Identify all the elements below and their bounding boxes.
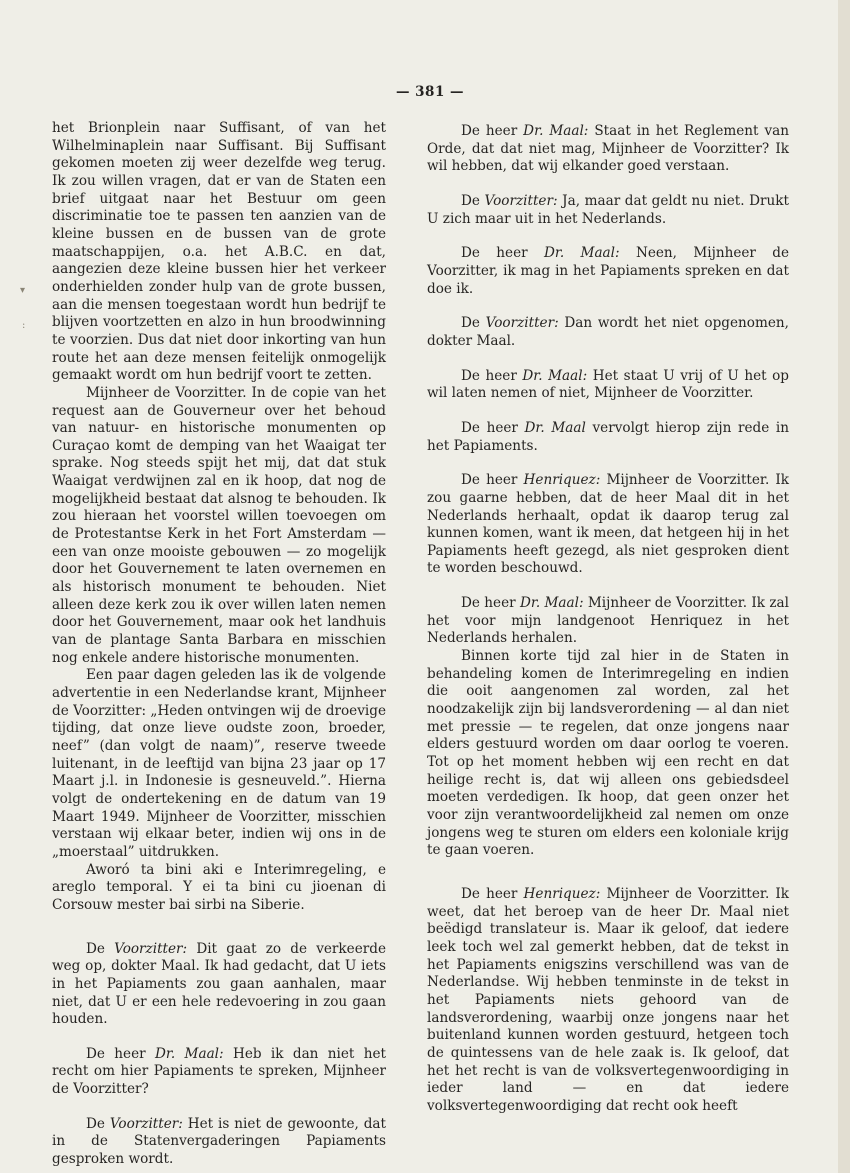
paragraph: Binnen korte tijd zal hier in de Staten in behandeling komen de Interimregeling en indien die ooit aangenomen zal worden, zal het noodzakelijk zijn bij landsverordening — al dan niet met pressie — te regelen, dat onze jongens naar elders gestuurd worden om daar oorlog te voeren. Tot op het moment hebben wij een recht en dat heilige recht is, dat wij alleen ons gebiedsdeel moeten verdedigen. Ik hoop, dat geen onzer het voor zijn verantwoordelijkheid zal nemen om onze jongens weg te sturen om elders een koloniale krijg te gaan voeren.: [427, 648, 789, 859]
speech-paragraph: [427, 595, 789, 648]
speaker-name: De heer Dr. Maal:: [86, 1045, 224, 1062]
margin-mark: ▾: [20, 285, 26, 296]
speaker-name: De heer Dr. Maal:: [461, 123, 589, 139]
margin-mark: :: [22, 320, 26, 331]
speaker-name: De heer Dr. Maal:: [461, 367, 588, 384]
page-edge: [838, 0, 850, 1173]
speaker-name: De Voorzitter:: [461, 315, 559, 332]
speech-paragraph: [52, 1046, 386, 1099]
speech-text: Staat in het Reglement van Orde, dat dat niet mag, Mijnheer de Voorzitter? Ik wil hebben, dat wij elkander goed verstaan.: [427, 123, 789, 175]
speech-text: Mijnheer de Voorzitter. Ik zal het voor mijn landgenoot Henriquez in het Nederlands herhalen.: [427, 595, 789, 647]
speech-text: Mijnheer de Voorzitter. Ik weet, dat het beroep van de heer Dr. Maal niet beëdigd translateur is. Maar ik geloof, dat iedere leek toch wel zal gemerkt hebben, dat de tekst in het Papiaments enigszins verschillend was van de Nederlandse. Wij hebben tenminste in de tekst in het Papiaments niets gehoord van de landsverordening, waarbij onze jongens naar het buitenland kunnen worden gestuurd, hetgeen toch de quintessens van de hele zaak is. Ik geloof, dat het het recht is van de volksvertegenwoordiging in ieder land — en dat iedere volksvertegenwoordiging dat recht ook heeft: [427, 885, 789, 1114]
speaker-name: De heer Dr. Maal:: [461, 595, 584, 612]
paragraph: Een paar dagen geleden las ik de volgende advertentie in een Nederlandse krant, Mijnheer de Voorzitter: „Heden ontvingen wij de droevige tijding, dat onze lieve oudste zoon, broeder, neef” (dan volgt de naam)”, reserve tweede luitenant, in de leeftijd van bijna 23 jaar op 17 Maart j.l. in Indonesie is gesneuveld.”. Hierna volgt de ondertekening en de datum van 19 Maart 1949. Mijnheer de Voorzitter, misschien verstaan wij elkaar beter, indien wij ons in de „moerstaal” uitdrukken.: [52, 667, 386, 860]
speech-text: Dan wordt het niet opgenomen, dokter Maal.: [427, 315, 790, 349]
speech-paragraph: [427, 315, 789, 350]
left-column: [52, 120, 386, 1169]
speech-paragraph: [427, 123, 789, 176]
speech-paragraph: [427, 886, 789, 1116]
speaker-name: De heer Dr. Maal: [461, 419, 586, 436]
paragraph: Mijnheer de Voorzitter. In de copie van het request aan de Gouverneur over het behoud van natuur- en historische monumenten op Curaçao komt de demping van het Waaigat ter sprake. Nog steeds spijt het mij, dat dat stuk Waaigat verdwijnen zal en ik hoop, dat nog de mogelijkheid bestaat dat alsnog te behouden. Ik zou hieraan het voorstel willen toevoegen om de Protestantse Kerk in het Fort Amsterdam — een van onze mooiste gebouwen — zo mogelijk door het Gouvernement te laten overnemen en als historisch monument te behouden. Niet alleen deze kerk zou ik over willen laten nemen door het Gouvernement, maar ook het landhuis van de plantage Santa Barbara en misschien nog enkele andere historische monumenten.: [52, 384, 386, 666]
speaker-name: De Voorzitter:: [86, 1115, 183, 1132]
speaker-name: De heer Henriquez:: [461, 885, 601, 902]
speech-text: Het is niet de gewoonte, dat in de Statenvergaderingen Papiaments gesproken wordt.: [52, 1115, 386, 1168]
speech-text: Mijnheer de Voorzitter. Ik zou gaarne hebben, dat de heer Maal dit in het Nederlands herhaalt, opdat ik daarop terug zal kunnen komen, want ik meen, dat hetgeen hij in het Papiaments heeft gezegd, als niet gesproken dient te worden beschouwd.: [427, 472, 789, 577]
speech-paragraph: [427, 368, 789, 403]
speech-text: Ja, maar dat geldt nu niet. Drukt U zich maar uit in het Nederlands.: [427, 192, 789, 227]
speech-text: vervolgt hierop zijn rede in het Papiaments.: [427, 419, 789, 454]
speech-text: Neen, Mijnheer de Voorzitter, ik mag in het Papiaments spreken en dat doe ik.: [427, 245, 789, 297]
paragraph: Aworó ta bini aki e Interimregeling, e areglo temporal. Y ei ta bini cu jioenan di Corsouw mester bai sirbi na Siberie.: [52, 861, 386, 913]
speaker-name: De Voorzitter:: [461, 192, 558, 209]
speaker-name: De heer Henriquez:: [461, 472, 601, 489]
right-column: [427, 123, 789, 1116]
speech-text: Heb ik dan niet het recht om hier Papiaments te spreken, Mijnheer de Voorzitter?: [52, 1045, 386, 1098]
speech-paragraph: [427, 472, 789, 578]
speech-text: Het staat U vrij of U het op wil laten nemen of niet, Mijnheer de Voorzitter.: [427, 367, 789, 402]
speech-paragraph: [52, 941, 386, 1029]
page-number: — 381 —: [395, 84, 465, 100]
speech-paragraph: [427, 193, 789, 228]
paragraph-continuation: het Brionplein naar Suffisant, of van het Wilhelminaplein naar Suffisant. Bij Suffisant gekomen moeten zij weer dezelfde weg terug. Ik zou willen vragen, dat er van de Staten een brief uitgaat naar het Bestuur om geen discriminatie toe te passen ten aanzien van de kleine bussen en de bussen van de grote maatschappijen, o.a. het A.B.C. en dat, aangezien deze kleine bussen hier het verkeer onderhielden zonder hulp van de grote bussen, aan die mensen toegestaan wordt hun bedrijf te blijven voortzetten en alzo in hun broodwinning te voorzien. Dus dat niet door inkorting van hun route het aan deze mensen feitelijk onmogelijk gemaakt wordt om hun bedrijf voort te zetten.: [52, 120, 386, 384]
speech-paragraph: [52, 1116, 386, 1169]
speech-text: Dit gaat zo de verkeerde weg op, dokter Maal. Ik had gedacht, dat U iets in het Papiaments zou gaan aanhalen, maar niet, dat U er een hele redevoering in zou gaan houden.: [52, 940, 386, 1028]
speech-paragraph: [427, 245, 789, 298]
speaker-name: De heer Dr. Maal:: [461, 245, 620, 262]
speech-paragraph: [427, 420, 789, 455]
speaker-name: De Voorzitter:: [86, 940, 188, 957]
